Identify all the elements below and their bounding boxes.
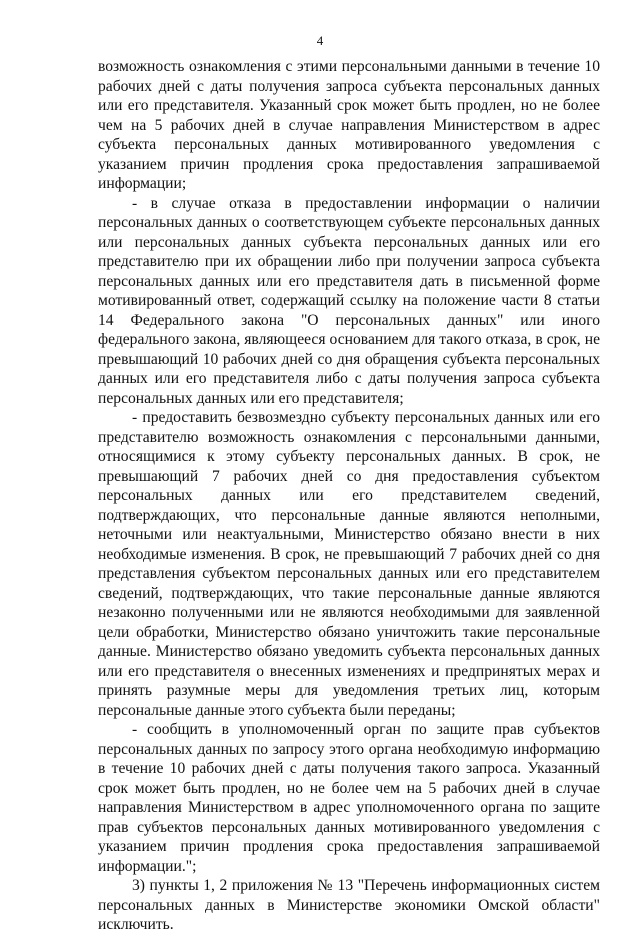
paragraph-continuation: возможность ознакомления с этими персональными данными в течение 10 рабочих дней с даты получения запроса субъекта персональных данных или его представителя. Указанный срок может быть продлен, но не более чем на 5 рабочих дней в случае направления Министерством в адрес субъекта персональных данных мотивированного уведомления с указанием причин продления срока предоставления запрашиваемой информации; <box>98 58 600 192</box>
paragraph-report-authority-clause: - сообщить в уполномоченный орган по защите прав субъектов персональных данных по запросу этого органа необходимую информацию в течение 10 рабочих дней с даты получения такого запроса. Указанный срок может быть продлен, но не более чем на 5 рабочих дней в случае направления Министерством в адрес уполномоченного органа по защите прав субъектов персональных данных мотивированного уведомления с указанием причин продления срока предоставления запрашиваемой информации."; <box>98 721 600 875</box>
paragraph-provide-access-clause: - предоставить безвозмездно субъекту персональных данных или его представителю возможность ознакомления с персональными данными, относящимися к этому субъекту персональных данных. В срок, не превышающий 7 рабочих дней со дня предоставления субъектом персональных данных или его представителем сведений, подтверждающих, что персональные данные являются неполными, неточными или неактуальными, Министерство обязано внести в них необходимые изменения. В срок, не превышающий 7 рабочих дней со дня представления субъектом персональных данных или его представителем сведений, подтверждающих, что такие персональные данные являются незаконно полученными или не являются необходимыми для заявленной цели обработки, Министерство обязано уничтожить такие персональные данные. Министерство обязано уведомить субъекта персональных данных или его представителя о внесенных изменениях и предпринятых мерах и принять разумные меры для уведомления третьих лиц, которым персональные данные этого субъекта были переданы; <box>98 409 600 719</box>
page-number: 4 <box>316 33 324 48</box>
paragraph-refusal-clause: - в случае отказа в предоставлении информации о наличии персональных данных о соответствующем субъекте персональных данных или персональных данных субъекта персональных данных или его представителю при их обращении либо при получении запроса субъекта персональных данных или его представителя дать в письменной форме мотивированный ответ, содержащий ссылку на положение части 8 статьи 14 Федерального закона "О персональных данных" или иного федерального закона, являющееся основанием для такого отказа, в срок, не превышающий 10 рабочих дней со дня обращения субъекта персональных данных или его представителя либо с даты получения запроса субъекта персональных данных или его представителя; <box>98 194 600 407</box>
paragraph-item-3: 3) пункты 1, 2 приложения № 13 "Перечень информационных систем персональных данных в Министерстве экономики Омской области" исключить. <box>98 877 600 933</box>
document-body <box>98 57 600 935</box>
